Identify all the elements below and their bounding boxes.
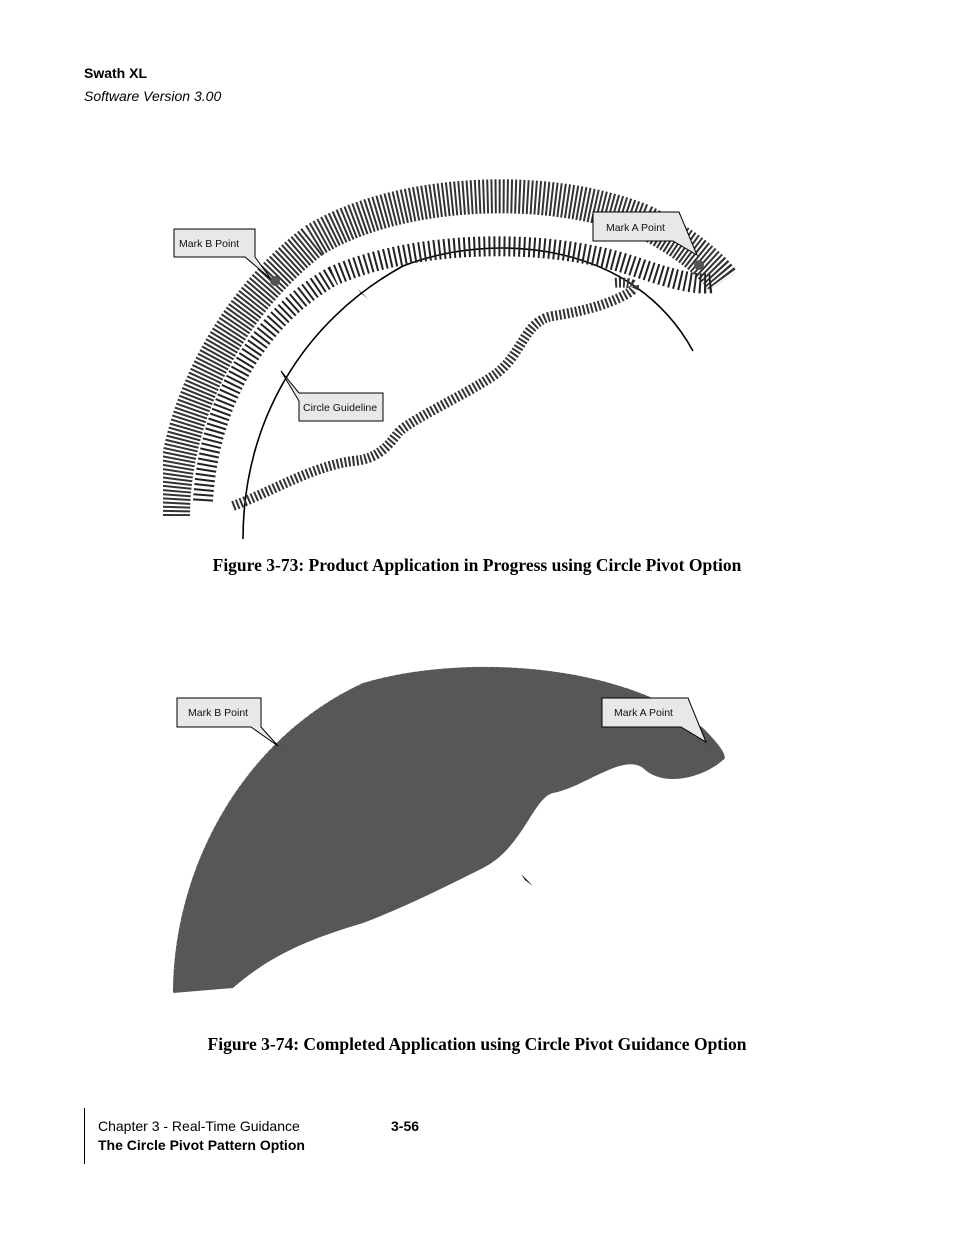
mark-a-callout — [593, 212, 697, 255]
document-title: Swath XL — [84, 65, 148, 81]
figure-3-74-drawing — [163, 648, 738, 1018]
footer-chapter: Chapter 3 - Real-Time Guidance — [98, 1118, 300, 1134]
footer-divider — [84, 1108, 85, 1164]
software-version: Software Version 3.00 — [84, 88, 222, 104]
footer-section-title: The Circle Pivot Pattern Option — [98, 1137, 305, 1153]
mark-a-label: Mark A Point — [606, 222, 665, 234]
circle-guideline-callout — [281, 371, 383, 421]
figure-3-74-caption: Figure 3-74: Completed Application using Circle Pivot Guidance Option — [207, 1034, 747, 1054]
mark-a-label: Mark A Point — [614, 707, 673, 719]
mark-b-label: Mark B Point — [179, 238, 240, 250]
figure-3-73-caption: Figure 3-73: Product Application in Progress using Circle Pivot Option — [212, 555, 742, 575]
figure-3-73-drawing — [163, 171, 736, 541]
mark-a-marker — [704, 741, 714, 751]
mark-b-marker — [270, 276, 280, 286]
figure-3-74-image — [163, 648, 738, 1018]
mark-b-marker — [274, 745, 284, 755]
figure-3-73-image — [163, 171, 736, 541]
circle-guideline-label: Circle Guideline — [303, 402, 378, 414]
mark-b-label: Mark B Point — [188, 707, 249, 719]
vehicle-arrow-icon — [521, 874, 533, 886]
mark-b-callout — [177, 698, 278, 746]
mark-a-marker — [694, 260, 704, 270]
return-pass-path — [233, 283, 634, 506]
footer-page-number: 3-56 — [391, 1118, 420, 1134]
